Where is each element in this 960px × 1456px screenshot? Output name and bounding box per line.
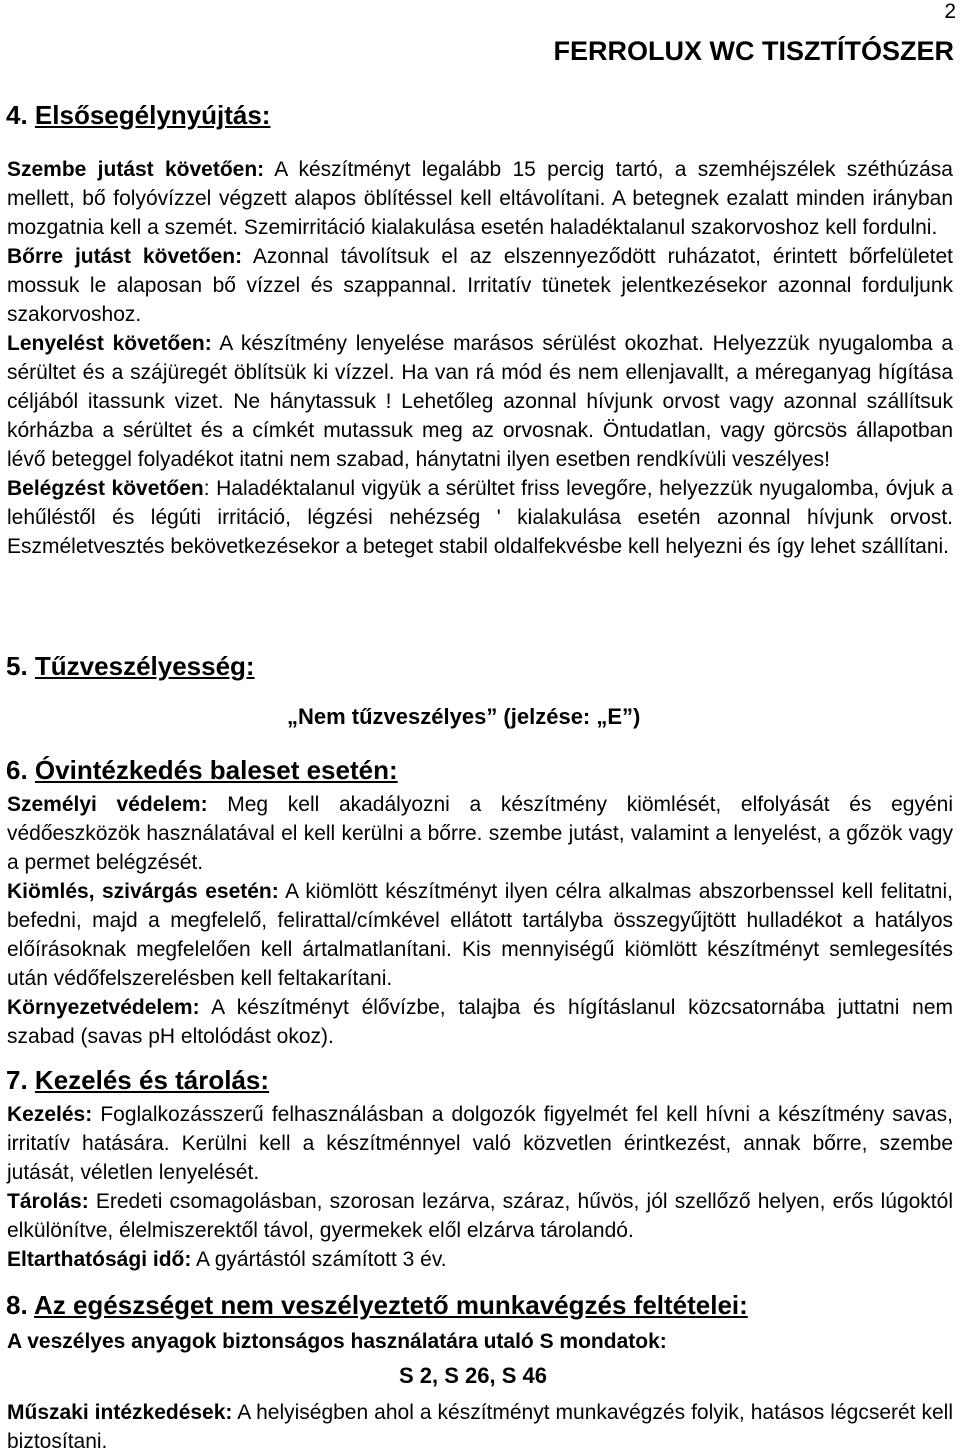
ingestion-text: A készítmény lenyelése marásos sérülést okozhat. Helyezzük nyugalomba a sérültet és a szájüregét öblítsük ki vízzel. Ha van rá mód és nem ellenjavallt, a méreganyag hígítása céljából itassunk vizet. Ne hánytassuk ! Lehetőleg azonnal hívjunk orvost vagy azonnal szállítsuk kórházba a sérültet és a címkét mutassuk meg az orvosnak. Öntudatlan, vagy görcsös állapotban lévő beteggel folyadékot itatni nem szabad, hánytatni ilyen esetben rendkívüli veszélyes! [7,332,953,471]
shelf-life-label: Eltarthatósági idő: [7,1248,192,1271]
section-4-heading [6,99,270,131]
spill-text: A kiömlött készítményt ilyen célra alkalmas abszorbenssel kell felitatni, befedni, majd a megfelelő, felirattal/címkével ellátott tartályba összegyűjtött hulladékot a hatályos előírásoknak megfelelően kell ártalmatlanítani. Kis mennyiségű kiömlött készítményt semlegesítés után védőfelszerelésben kell feltakarítani. [7,880,953,990]
fire-hazard-statement: „Nem tűzveszélyes” (jelzése: „E”) [287,704,641,729]
eye-contact-text: A készítményt legalább 15 percig tartó, a szemhéjszélek széthúzása mellett, bő folyóvízzel végzett alapos öblítéssel kell eltávolítani. A betegnek ezalatt minden irányban mozgatnia kell a szemét. Szemirritáció kialakulása esetén haladéktalanul szakorvoshoz kell fordulni. [7,158,953,239]
section-6-number: 6. [6,755,28,785]
personal-protection-label: Személyi védelem: [7,793,208,816]
section-6-title: Óvintézkedés baleset esetén: [34,755,398,785]
eye-contact-label: Szembe jutást követően: [7,158,265,181]
shelf-life-paragraph [7,1245,953,1274]
technical-measures-text: A helyiségben ahol a készítményt munkavégzés folyik, hatásos légcserét kell biztosítani. [7,1401,953,1453]
section-8-title: Az egészséget nem veszélyeztető munkavégzés feltételei: [33,1290,748,1320]
section-7-number: 7. [6,1065,28,1095]
section-8-number: 8. [6,1290,28,1320]
document-title: FERROLUX WC TISZTÍTÓSZER [553,36,954,66]
technical-measures-label: Műszaki intézkedések: [7,1401,233,1424]
section-5-title: Tűzveszélyesség: [34,651,255,681]
s-phrases-subheading: A veszélyes anyagok biztonságos használatára utaló S mondatok: [7,1330,667,1353]
spill-paragraph [7,877,953,993]
spill-label: Kiömlés, szivárgás esetén: [7,880,279,903]
section-6-heading [6,754,398,786]
section-4-title: Elsősegélynyújtás: [34,100,271,130]
storage-text: Eredeti csomagolásban, szorosan lezárva, száraz, hűvös, jól szellőző helyen, erős lúgoktól elkülönítve, élelmiszerektől távol, gyermekek elől elzárva tárolandó. [7,1190,953,1242]
section-7-body [7,1100,953,1274]
handling-label: Kezelés: [7,1103,93,1126]
skin-contact-label: Bőrre jutást követően: [7,245,243,268]
s-phrases-list: S 2, S 26, S 46 [399,1363,547,1388]
storage-paragraph [7,1187,953,1245]
inhalation-label: Belégzést követően [7,477,204,500]
section-4-number: 4. [6,100,28,130]
environment-paragraph [7,993,953,1051]
section-6-body [7,790,953,1051]
technical-measures-paragraph [7,1398,953,1456]
handling-text: Foglalkozásszerű felhasználásban a dolgozók figyelmét fel kell hívni a készítmény savas, irritatív hatására. Kerülni kell a készítménnyel való közvetlen érintkezést, annak bőrre, szembe jutását, véletlen lenyelését. [7,1103,953,1184]
section-7-title: Kezelés és tárolás: [34,1065,270,1095]
environment-text: A készítményt élővízbe, talajba és hígításlanul közcsatornába juttatni nem szabad (savas pH eltolódást okoz). [7,996,953,1048]
ingestion-label: Lenyelést követően: [7,332,212,355]
shelf-life-text: A gyártástól számított 3 év. [191,1248,447,1271]
page-number: 2 [944,0,956,23]
section-4-body [7,155,953,561]
eye-contact-paragraph [7,155,953,242]
inhalation-text: : Haladéktalanul vigyük a sérültet friss levegőre, helyezzük nyugalomba, óvjuk a lehűléstől és légúti irritáció, légzési nehézség ' kialakulása esetén azonnal hívjunk orvost. Eszméletvesztés bekövetkezésekor a beteget stabil oldalfekvésbe kell helyezni és így lehet szállítani. [7,477,953,558]
storage-label: Tárolás: [7,1190,89,1213]
ingestion-paragraph [7,329,953,474]
environment-label: Környezetvédelem: [7,996,200,1019]
section-7-heading [6,1064,269,1096]
inhalation-paragraph [7,474,953,561]
skin-contact-paragraph [7,242,953,329]
personal-protection-text: Meg kell akadályozni a készítmény kiömlését, elfolyását és egyéni védőeszközök használatával el kell kerülni a bőrre. szembe jutást, valamint a lenyelést, a gőzök vagy a permet belégzését. [7,793,953,874]
skin-contact-text: Azonnal távolítsuk el az elszennyeződött ruházatot, érintett bőrfelületet mossuk le alaposan bő vízzel és szappannal. Irritatív tünetek jelentkezésekor azonnal forduljunk szakorvoshoz. [7,245,953,326]
section-5-heading [6,650,255,682]
personal-protection-paragraph [7,790,953,877]
handling-paragraph [7,1100,953,1187]
section-8-heading [6,1289,748,1321]
section-8-body [7,1398,953,1456]
section-5-number: 5. [6,651,28,681]
